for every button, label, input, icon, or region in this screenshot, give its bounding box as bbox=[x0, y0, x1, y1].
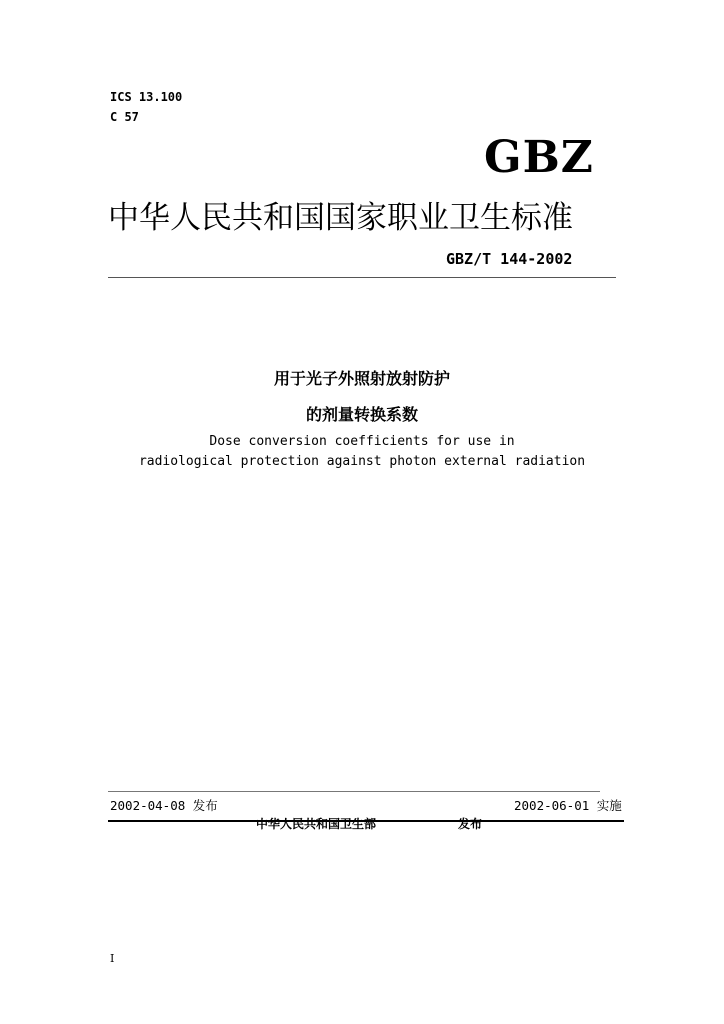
implementation-date: 2002-06-01 实施 bbox=[514, 798, 622, 813]
gbz-logo: GBZ bbox=[484, 132, 594, 183]
document-title-en-line1: Dose conversion coefficients for use in bbox=[209, 434, 515, 449]
classification-code: C 57 bbox=[110, 110, 139, 124]
issue-date: 2002-04-08 发布 bbox=[110, 798, 218, 813]
footer-divider-thin bbox=[108, 791, 600, 792]
standard-title: 中华人民共和国国家职业卫生标准 bbox=[108, 200, 573, 236]
issuer: 中华人民共和国卫生部 bbox=[256, 817, 377, 831]
standard-number: GBZ/T 144-2002 bbox=[446, 250, 573, 268]
document-title-cn-line2: 的剂量转换系数 bbox=[305, 405, 418, 424]
ics-code: ICS 13.100 bbox=[110, 90, 183, 104]
document-title-cn-line1: 用于光子外照射放射防护 bbox=[273, 369, 450, 388]
header-divider bbox=[108, 277, 616, 278]
issued-label: 发布 bbox=[458, 817, 483, 831]
page-number: I bbox=[110, 952, 115, 965]
document-title-en-line2: radiological protection against photon external radiation bbox=[138, 454, 586, 469]
